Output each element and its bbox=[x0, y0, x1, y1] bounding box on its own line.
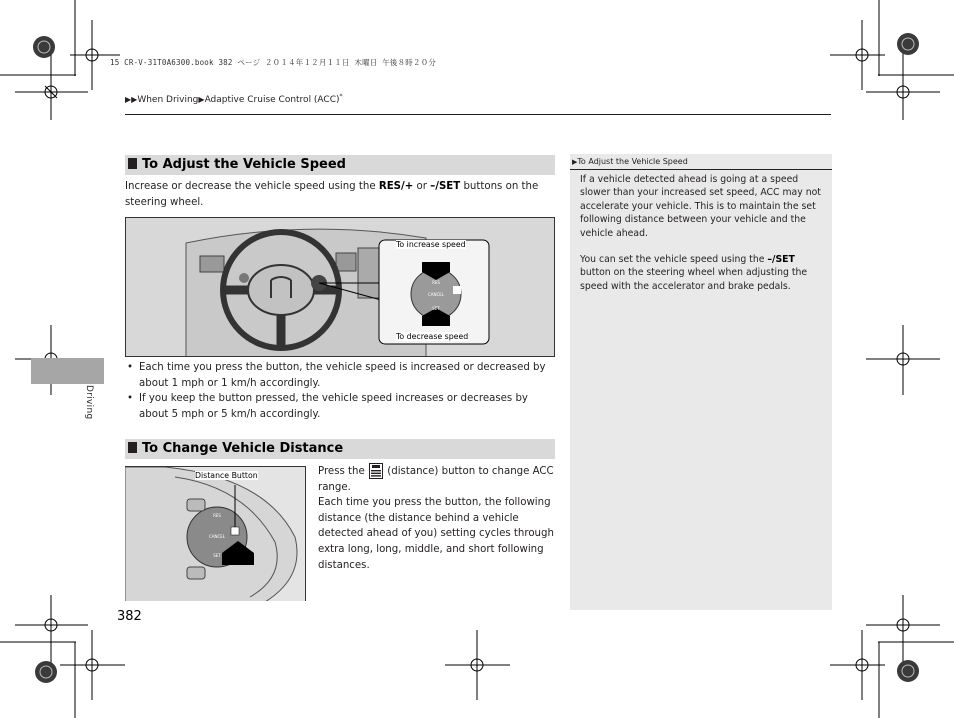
steering-wheel-illustration bbox=[126, 218, 555, 357]
set-button-label: SET bbox=[432, 306, 440, 311]
minus-set-term: –/SET bbox=[430, 181, 461, 192]
sidebar-para1: If a vehicle detected ahead is going at a speed slower than your increased set speed, ACC may not accelerate your vehicle. This is to maintain the set following distance between your vehicle and the vehicle ahead. bbox=[580, 174, 821, 239]
breadcrumb bbox=[125, 93, 343, 105]
res-plus-term: RES/+ bbox=[378, 181, 414, 192]
chapter-tab bbox=[31, 358, 104, 384]
steering-wheel-figure bbox=[125, 217, 555, 357]
section1-intro bbox=[125, 179, 555, 211]
intro-text: Increase or decrease the vehicle speed using the bbox=[125, 181, 379, 192]
increase-speed-label: To increase speed bbox=[396, 240, 466, 249]
sidebar-text: button on the steering wheel when adjusting the speed with the accelerator and brake pedals. bbox=[580, 267, 808, 292]
print-header: 15 CR-V-31T0A6300.book 382 ページ ２０１４年１２月１１日 木曜日 午後８時２０分 bbox=[110, 58, 437, 67]
distance-text: (distance) button to change ACC range. bbox=[318, 466, 554, 493]
distance-button-illustration bbox=[125, 467, 306, 601]
sidebar-title-text: To Adjust the Vehicle Speed bbox=[577, 157, 688, 166]
breadcrumb-mark: * bbox=[339, 93, 343, 100]
distance-button-figure bbox=[125, 466, 306, 601]
list-item: • If you keep the button pressed, the vehicle speed increases or decreases by about 5 mph or 5 km/h accordingly. bbox=[125, 391, 555, 422]
chapter-label: Driving bbox=[84, 385, 94, 420]
intro-text: or bbox=[413, 181, 431, 192]
heading-square-icon bbox=[128, 442, 137, 453]
speed-bullet-list bbox=[125, 360, 555, 422]
cancel-button-label: CANCEL bbox=[208, 534, 226, 539]
reference-icon: ▶ bbox=[572, 158, 578, 166]
list-item: • Each time you press the button, the vehicle speed is increased or decreased by about 1 mph or 1 km/h accordingly. bbox=[125, 360, 555, 391]
breadcrumb-part1: When Driving bbox=[137, 95, 199, 105]
sidebar-text: You can set the vehicle speed using the bbox=[580, 254, 768, 265]
distance-icon bbox=[369, 463, 383, 479]
section-heading-text: To Adjust the Vehicle Speed bbox=[142, 157, 346, 172]
res-button-label: RES bbox=[213, 513, 221, 518]
cycle-text: Each time you press the button, the following distance (the distance behind a vehicle detected ahead of you) setting cycles through extra long, long, middle, and short following distances. bbox=[318, 497, 554, 571]
breadcrumb-arrow-icon: ▶ bbox=[198, 95, 205, 104]
section-heading-adjust-speed bbox=[125, 155, 555, 175]
breadcrumb-arrow-icon: ▶▶ bbox=[125, 95, 138, 104]
res-button-label: RES bbox=[432, 280, 440, 285]
intro-text: buttons on the steering wheel. bbox=[125, 181, 539, 208]
minus-set-term: –/SET bbox=[767, 254, 795, 265]
set-button-label: SET bbox=[213, 553, 221, 558]
section-heading-text: To Change Vehicle Distance bbox=[142, 441, 344, 456]
decrease-speed-label: To decrease speed bbox=[396, 332, 469, 341]
distance-button-label: Distance Button bbox=[195, 471, 258, 480]
header-rule bbox=[125, 114, 831, 115]
section2-text bbox=[318, 463, 556, 573]
cancel-button-label: CANCEL bbox=[427, 292, 445, 297]
section-heading-vehicle-distance bbox=[125, 439, 555, 459]
press-text: Press the bbox=[318, 466, 369, 477]
breadcrumb-part2: Adaptive Cruise Control (ACC) bbox=[204, 95, 340, 105]
page-number: 382 bbox=[117, 609, 142, 624]
sidebar-title bbox=[570, 154, 832, 170]
heading-square-icon bbox=[128, 158, 137, 169]
sidebar-para2 bbox=[580, 253, 825, 293]
